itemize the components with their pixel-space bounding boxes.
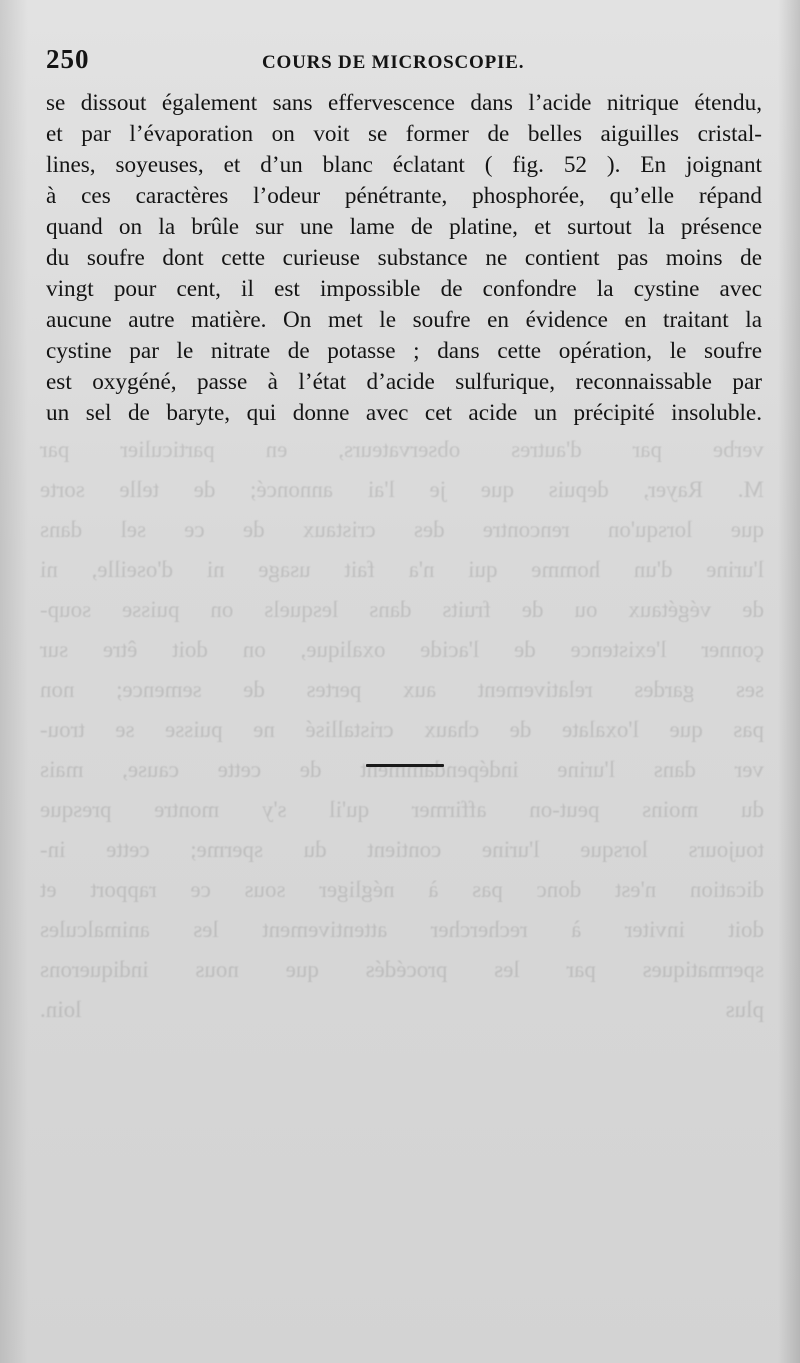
text-line: lines, soyeuses, et d’un blanc éclatant ( fig. 52 ). En joignant [46, 152, 762, 178]
text-line: est oxygéné, passe à l’état d’acide sulfurique, reconnaissable par [46, 369, 762, 395]
text-line: du soufre dont cette curieuse substance ne contient pas moins de [46, 245, 762, 271]
page-header [46, 44, 762, 78]
text-line-last: un sel de baryte, qui donne avec cet acide un précipité insoluble. [46, 400, 762, 426]
section-rule [366, 764, 444, 767]
text-line: cystine par le nitrate de potasse ; dans cette opération, le soufre [46, 338, 762, 364]
text-line: à ces caractères l’odeur pénétrante, phosphorée, qu’elle répand [46, 183, 762, 209]
page-number: 250 [46, 44, 90, 74]
body-paragraph [46, 88, 762, 429]
text-line: se dissout également sans effervescence dans l’acide nitrique étendu, [46, 90, 762, 116]
show-through-text: verbe par d'autres observateurs, en particulier par M. Rayer, depuis que je l'ai annoncé; de telle sorte que lorsqu'on rencontre des cristaux de ce sel dans l'urine d'un homme qui n'a fait usage ni d'oseille, ni de végétaux ou de fruits dans lesquels on puisse soup- çonner l'existence de l'acide oxalique, on doit être sur ses gardes relativement aux pertes de semence; non pas que l'oxalate de chaux cristallisé ne puisse se trou- ver dans l'urine indépendamment de cette cause, mais du moins peut-on affirmer qu'il s'y montre presque toujours lorsque l'urine contient du sperme; cette in- dication n'est donc pas à négliger sous ce rapport et doit inviter à rechercher attentivement les animalcules spermatiques par les procédés que nous indiquerons plus loin. [40, 437, 764, 1022]
text-line: aucune autre matière. On met le soufre en évidence en traitant la [46, 307, 762, 333]
text-line: quand on la brûle sur une lame de platine, et surtout la présence [46, 214, 762, 240]
running-title: COURS DE MICROSCOPIE. [262, 52, 525, 73]
text-line: vingt pour cent, il est impossible de confondre la cystine avec [46, 276, 762, 302]
text-line: et par l’évaporation on voit se former de belles aiguilles cristal- [46, 121, 762, 147]
